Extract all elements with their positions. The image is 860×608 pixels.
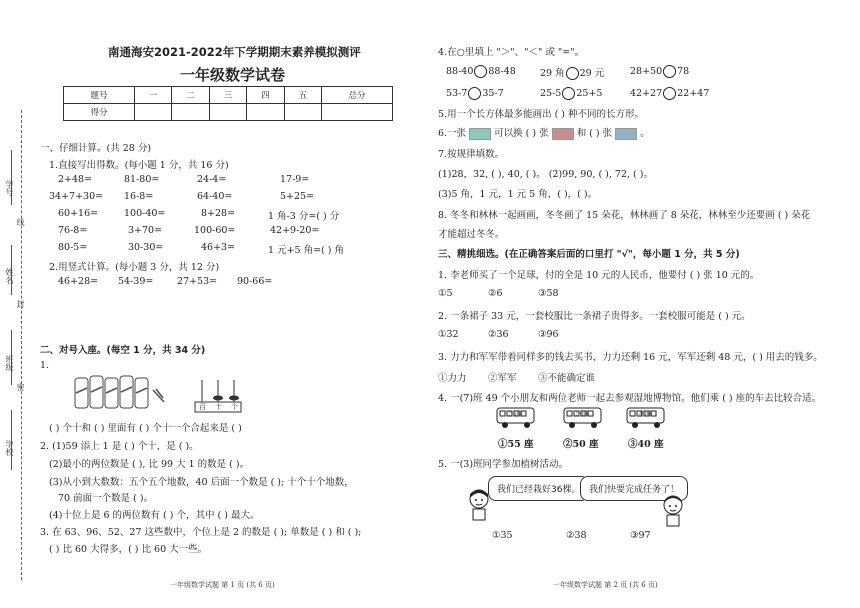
compare-item (446, 87, 504, 100)
banknote-image (469, 128, 491, 140)
calc-item: 1 角-3 分=( ) 分 (268, 211, 340, 222)
calc-item: 100-40= (124, 208, 166, 219)
question-2-2-line: (3)从小到大数数：五个五个地数，40 后面一个数是 ( ); 十个十个地数， (49, 477, 354, 488)
calc-item: 8+28= (201, 208, 236, 219)
question-2-3-line: 3. 在 63、96、52、27 这些数中，个位上是 2 的数是 ( ); 单数是 ( ) 和 ( ); (40, 527, 362, 538)
score-cell: 五 (284, 87, 321, 104)
q6-text-part: 可以换 ( ) 张 (494, 128, 549, 139)
compare-right: 29 元 (579, 68, 605, 79)
q6-text-part: 和 ( ) 张 (576, 128, 613, 139)
question-6 (438, 125, 650, 140)
compare-item (540, 65, 604, 80)
page-2-footer: 一年级数学试题 第 2 页 (共 6 页) (553, 581, 658, 589)
compare-left: 53-7 (446, 88, 468, 99)
score-table (63, 86, 393, 121)
question-7-part-1-2: (1)28，32, ( ), 40, ( )。 (2)99, 90, ( ), 72, ( )。 (438, 169, 653, 180)
choice-3-option[interactable]: ①力力 (438, 373, 467, 384)
question-4-heading: 4.在○里填上 "＞"、"＜" 或 "="。 (438, 47, 585, 58)
score-input-cell[interactable] (284, 104, 321, 121)
section-2-heading: 二、对号入座。(每空 1 分，共 34 分) (40, 345, 206, 356)
cut-line (21, 110, 22, 580)
calc-item: 1 元+5 角=( ) 角 (268, 245, 345, 256)
question-7-part-3: (3)5 角，1 元，1 元 5 角，( )，( )。 (438, 189, 598, 200)
score-table-header-row (64, 87, 393, 104)
choice-4: 4. 一(7)班 49 个小朋友和两位老师一起去参观湿地博物馆。他们乘 ( ) 座的车去比较合适。 (438, 393, 822, 404)
score-input-cell[interactable] (322, 104, 393, 121)
answer-circle[interactable] (663, 87, 676, 100)
score-input-cell[interactable] (172, 104, 209, 121)
calc-item: 5+25= (280, 191, 315, 202)
calc-item: 3+70= (128, 225, 163, 236)
answer-circle[interactable] (562, 87, 575, 100)
choice-1: 1. 李老师买了一个足球，付的全是 10 元的人民币，他要付 ( ) 张 10 元的。 (438, 270, 760, 281)
bus-option-label[interactable]: ②50 座 (563, 439, 599, 450)
speech-bubble-left: 我们已经栽好36棵。 (488, 476, 589, 501)
bus-seat-badge: 50座 (576, 411, 590, 418)
calc-item: 34+7+30= (49, 191, 104, 202)
question-1-2: 2.用竖式计算。(每小题 3 分，共 12 分) (49, 262, 220, 273)
score-input-cell[interactable] (247, 104, 284, 121)
answer-circle[interactable] (474, 65, 487, 78)
question-2-1-text: ( ) 个十和 ( ) 里面有 ( ) 个十一个合起来是 ( ) (49, 423, 242, 434)
compare-left: 25-5 (540, 88, 562, 99)
choice-3-option[interactable]: ②军军 (488, 373, 517, 384)
section-3-heading: 三、精挑细选。(在正确答案后面的口里打 "√"，每小题 1 分，共 5 分) (438, 249, 740, 260)
bus-option-label[interactable]: ③40 座 (628, 439, 664, 450)
abacus-label-ones: 个 (231, 403, 238, 411)
compare-left: 29 角 (540, 68, 565, 79)
choice-5-option[interactable]: ②38 (566, 530, 587, 541)
bus-seat-badge: 40座 (639, 411, 653, 418)
compare-right: 22+47 (677, 88, 710, 99)
compare-right: 35-7 (482, 88, 504, 99)
question-1-1: 1.直接写出得数。(每小题 1 分，共 16 分) (49, 160, 229, 171)
exam-subtitle: 一年级数学试卷 (180, 66, 286, 84)
answer-circle[interactable] (663, 65, 676, 78)
choice-2-option[interactable]: ②36 (488, 329, 509, 340)
abacus-label-hundreds: 百 (199, 403, 206, 411)
answer-circle[interactable] (566, 67, 579, 80)
calc-item: 81-80= (124, 174, 160, 185)
question-2-2-line: 70 前面一个数是 ( )。 (58, 493, 154, 504)
compare-left: 42+27 (630, 88, 663, 99)
compare-right: 88-48 (488, 66, 516, 77)
id-underline (11, 150, 12, 205)
question-2-3-line: ( ) 比 60 大得多，( ) 比 60 大一些。 (49, 544, 208, 555)
choice-5-option[interactable]: ①35 (492, 530, 513, 541)
margin-label-id: 学号 (5, 180, 14, 196)
girl-illustration (466, 488, 492, 522)
answer-circle[interactable] (468, 87, 481, 100)
compare-item (630, 65, 689, 78)
compare-item (630, 87, 709, 100)
bus-seat-badge: 55座 (509, 411, 523, 418)
banknote-image (552, 128, 574, 140)
q6-text-part: 6.一张 (438, 128, 467, 139)
vertical-calc-item: 27+53= (177, 276, 218, 287)
compare-item (446, 65, 516, 78)
score-input-cell[interactable] (134, 104, 171, 121)
calc-item: 46+3= (201, 242, 236, 253)
margin-label-school: 学校 (5, 440, 14, 456)
margin-label-name: 姓名 (5, 268, 14, 284)
question-8-line-2: 才能超过冬冬。 (438, 229, 505, 240)
calc-item: 30-30= (128, 242, 164, 253)
calc-item: 80-5= (58, 242, 88, 253)
vertical-calc-item: 54-39= (118, 276, 154, 287)
vertical-calc-item: 90-66= (237, 276, 273, 287)
choice-2-option[interactable]: ①32 (438, 329, 459, 340)
abacus-label-tens: 十 (215, 403, 222, 411)
choice-1-option[interactable]: ③58 (538, 288, 559, 299)
section-1-heading: 一、仔细计算。(共 28 分) (40, 143, 152, 154)
page-1-footer: 一年级数学试题 第 1 页 (共 6 页) (170, 581, 275, 589)
choice-3-option[interactable]: ③不能确定谁 (538, 373, 596, 384)
score-table-score-row (64, 104, 393, 121)
choice-2-option[interactable]: ③96 (538, 329, 559, 340)
margin-label-line: 线 (16, 218, 25, 226)
score-cell: 一 (134, 87, 171, 104)
q6-text-part: 。 (640, 128, 650, 139)
question-2-2-line: (4)十位上是 6 的两位数有 ( ) 个，其中 ( ) 最大。 (49, 510, 260, 521)
calc-item: 24-4= (197, 174, 227, 185)
vertical-calc-item: 46+28= (58, 276, 99, 287)
compare-right: 78 (677, 66, 690, 77)
stick-bundles-illustration (73, 372, 168, 410)
score-cell: 四 (247, 87, 284, 104)
choice-5-option[interactable]: ③97 (630, 530, 651, 541)
banknote-image (615, 128, 637, 140)
choice-1-option[interactable]: ①5 (438, 288, 453, 299)
compare-left: 88-40 (446, 66, 474, 77)
score-cell: 得分 (64, 104, 135, 121)
score-cell: 题号 (64, 87, 135, 104)
calc-item: 100-60= (194, 225, 236, 236)
compare-left: 28+50 (630, 66, 663, 77)
score-input-cell[interactable] (209, 104, 246, 121)
calc-item: 42+9-20= (270, 225, 320, 236)
score-cell: 总分 (322, 87, 393, 104)
speech-bubble-right: 我们快要完成任务了！ (580, 476, 688, 501)
choice-1-option[interactable]: ②6 (488, 288, 503, 299)
choice-2: 2. 一条裙子 33 元，一套校服比一条裙子贵得多。一套校服可能是 ( ) 元。 (438, 311, 751, 322)
margin-label-seal: 封 (16, 300, 25, 308)
choice-3: 3. 力力和军军带着同样多的钱去买书，力力还剩 16 元，军军还剩 48 元，( ) 用去的钱多。 (438, 352, 823, 363)
question-5: 5.用一个长方体最多能画出 ( ) 种不同的长方形。 (438, 109, 645, 120)
score-cell: 三 (209, 87, 246, 104)
question-2-2-line: 2. (1)59 添上 1 是 ( ) 个十，是 ( )。 (40, 441, 199, 452)
question-8-line-1: 8. 冬冬和林林一起画画，冬冬画了 15 朵花，林林画了 8 朵花，林林至少还要画 ( ) 朵花 (438, 210, 811, 221)
question-7: 7.按规律填数。 (438, 149, 505, 160)
calc-item: 2+48= (58, 174, 93, 185)
question-2-1-number: 1. (40, 360, 50, 371)
compare-item (540, 87, 602, 100)
bus-option-label[interactable]: ①55 座 (498, 439, 534, 450)
choice-5: 5. 一(3)班同学参加植树活动。 (438, 459, 569, 470)
boy-illustration (660, 494, 686, 528)
margin-label-secret: 密 (16, 383, 25, 391)
calc-item: 16-8= (124, 191, 154, 202)
question-2-2-line: (2)最小的两位数是 ( ), 比 99 大 1 的数是 ( )。 (49, 459, 250, 470)
exam-title: 南通海安2021-2022年下学期期末素养模拟测评 (108, 45, 361, 59)
calc-item: 76-8= (58, 225, 88, 236)
calc-item: 60+16= (58, 208, 99, 219)
margin-label-class: 班级 (5, 355, 14, 371)
calc-item: 64-40= (197, 191, 233, 202)
calc-item: 17-9= (280, 174, 310, 185)
score-cell: 二 (172, 87, 209, 104)
compare-right: 25+5 (576, 88, 603, 99)
